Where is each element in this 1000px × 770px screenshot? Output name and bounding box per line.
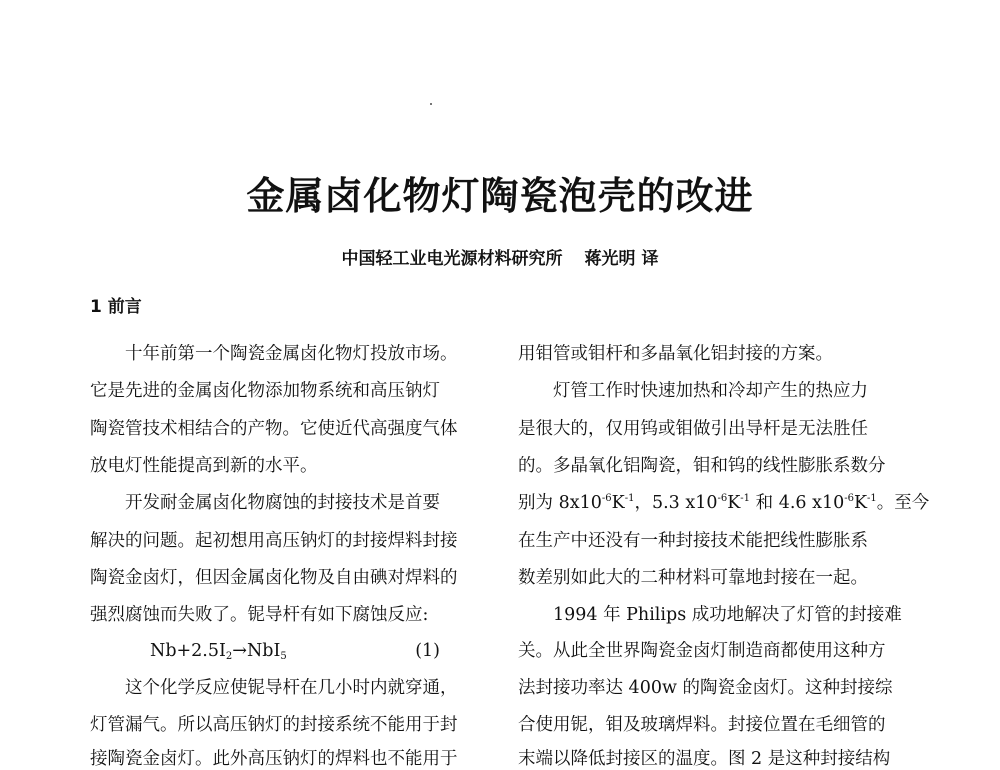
body-line: 放电灯性能提高到新的水平。 — [90, 456, 318, 476]
body-line: 强烈腐蚀而失败了。铌导杆有如下腐蚀反应: — [90, 605, 429, 625]
byline-author: 蒋光明 译 — [584, 249, 659, 269]
body-line: 接陶瓷金卤灯。此外高压钠灯的焊料也不能用于 — [90, 749, 458, 769]
body-line: 灯管工作时快速加热和冷却产生的热应力 — [553, 381, 868, 401]
body-line: 这个化学反应使铌导杆在几小时内就穿通， — [125, 678, 458, 698]
body-line: 开发耐金属卤化物腐蚀的封接技术是首要 — [125, 493, 440, 513]
equation-lhs: Nb+2.5I — [150, 641, 226, 661]
body-line: 末端以降低封接区的温度。图 2 是这种封接结构 — [518, 749, 891, 769]
body-line: 在生产中还没有一种封接技术能把线性膨胀系 — [518, 531, 868, 551]
byline-organization: 中国轻工业电光源材料研究所 — [341, 249, 563, 269]
equation-rhs: NbI — [246, 641, 281, 661]
body-line: 是很大的，仅用钨或钼做引出导杆是无法胜任 — [518, 419, 868, 439]
expansion-coefficients-line: 别为 $8x10^{-6}K^{-1}$，5.3 $x10^{-6}K^{-1}$ 和 4.6 $x10^{-6}K^{-1}$。至今 — [518, 493, 930, 513]
equation — [150, 640, 440, 662]
body-line: 用钼管或钼杆和多晶氧化铝封接的方案。 — [518, 344, 833, 364]
body-line: 灯管漏气。所以高压钠灯的封接系统不能用于封 — [90, 715, 458, 735]
body-line: 陶瓷管技术相结合的产物。它使近代高强度气体 — [90, 419, 458, 439]
coefficient-tungsten: 4.6 x10 — [778, 493, 845, 513]
equation-lhs-subscript: 2 — [225, 651, 233, 662]
body-line: 的。多晶氧化铝陶瓷，钼和钨的线性膨胀系数分 — [518, 456, 886, 476]
body-line: 解决的问题。起初想用高压钠灯的封接焊料封接 — [90, 531, 458, 551]
body-line: 合使用铌，钼及玻璃焊料。封接位置在毛细管的 — [518, 715, 886, 735]
body-line: 1994 年 Philips 成功地解决了灯管的封接难 — [553, 605, 902, 625]
section-heading: 1 前言 — [90, 297, 142, 317]
body-line: 法封接功率达 400w 的陶瓷金卤灯。这种封接综 — [518, 678, 893, 698]
paper-title: 金属卤化物灯陶瓷泡壳的改进 — [246, 174, 754, 218]
equation-number: (1) — [415, 641, 440, 661]
body-line: 数差别如此大的二种材料可靠地封接在一起。 — [518, 568, 868, 588]
equation-rhs-subscript: 5 — [280, 651, 287, 662]
body-line: 它是先进的金属卤化物添加物系统和高压钠灯 — [90, 381, 440, 401]
equation-arrow: → — [232, 641, 247, 661]
body-line: 陶瓷金卤灯，但因金属卤化物及自由碘对焊料的 — [90, 568, 458, 588]
byline — [0, 244, 1000, 269]
body-line: 十年前第一个陶瓷金属卤化物灯投放市场。 — [125, 344, 458, 364]
coefficient-alumina: 8x10 — [558, 493, 602, 513]
coefficient-molybdenum: 5.3 x10 — [651, 493, 718, 513]
body-line: 关。从此全世界陶瓷金卤灯制造商都使用这种方 — [518, 641, 886, 661]
scan-speck — [430, 103, 432, 105]
